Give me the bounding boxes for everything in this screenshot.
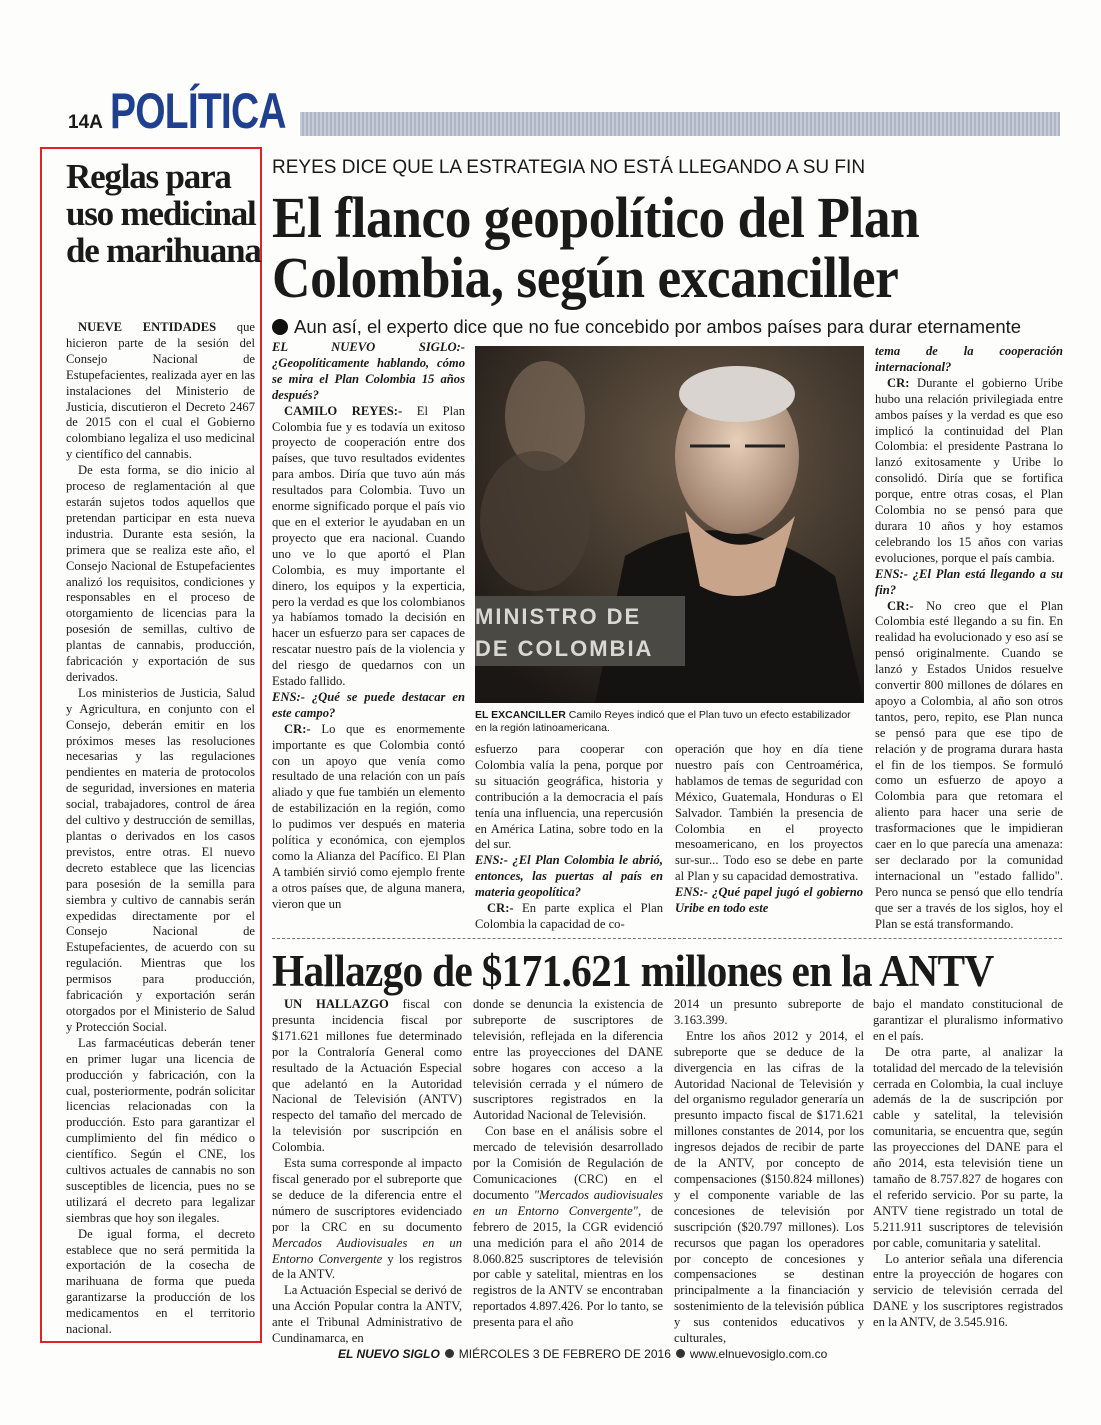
sidebar-paragraph: Las farmacéuticas deberán tener en primer lugar una licencia de producción y fabricación, con la cual, posteriormente, podrán solicitar licencias relacionadas con la producción. Esto para garantizar el cumplimiento del fin médico o científico. Según el CNE, los cultivos actuales de cannabis no son susceptibles de licencia, pues no se utilizará el decreto para legalizar siembras que hoy son ilegales. xyxy=(66,1035,255,1225)
story-column-3 xyxy=(675,742,863,917)
question-text: ¿Qué se puede destacar en este campo? xyxy=(272,689,465,720)
story2-column-2 xyxy=(473,997,663,1331)
story2-text: Con base en el análisis sobre el mercado de televisión desarrollado por la Comisión de Regulación de Comunicaciones (CRC) en el documento xyxy=(473,1124,663,1202)
question-text: ¿Qué papel jugó el gobierno Uribe en todo este xyxy=(675,885,863,916)
story2-column-3 xyxy=(674,997,864,1347)
story2-column-1 xyxy=(272,997,462,1347)
caption-lead: EL EXCANCILLER xyxy=(475,709,566,721)
question-text: ¿El Plan Colombia le abrió, entonces, las puertas al país en materia geopolítica? xyxy=(475,853,663,900)
question-lead: ENS:- xyxy=(272,689,305,704)
photo-nameplate xyxy=(475,601,653,665)
masthead-bar xyxy=(300,112,1060,136)
story2-paragraph: donde se denuncia la existencia de subreporte de suscriptores de televisión, reflejada en la diferencia entre las proyecciones del DANE sobre hogares con acceso a la televisión cerrada y el número de suscriptores registrados en la Autoridad Nacional de Televisión. xyxy=(473,997,663,1123)
question-lead: ENS:- xyxy=(475,853,508,868)
newspaper-logo: EL NUEVO SIGLO xyxy=(338,1347,440,1361)
story2-emphasis: Mercados Audiovisuales en un Entorno Convergente xyxy=(272,1235,462,1266)
caption-text: Camilo Reyes indicó que el Plan tuvo un efecto estabilizador en la región latinoamericana. xyxy=(475,709,851,734)
story-divider xyxy=(272,938,1062,939)
bullet-icon xyxy=(272,319,288,335)
answer-text: El Plan Colombia fue y es todavía un exitoso proyecto de cooperación entre dos países, que tuvo resultados evidentes para ambos. Diría que tuvo aún más resultados para Colombia. Tuvo un enorme significado porque el país vio que en el exterior le ayudaban en un proyecto que era nacional. Cuando uno ve lo que aportó el Plan Colombia, es muy importante el dinero, los equipos y la experticia, pero la verdad es que los colombianos ya habíamos tomado la decisión en hacer un esfuerzo para ser capaces de rescatar nuestro país de la violencia y del riesgo de quedarnos con un Estado fallido. xyxy=(272,403,465,689)
bullet-icon xyxy=(445,1349,454,1358)
answer-text: No creo que el Plan Colombia esté llegando a su fin. En realidad ha evolucionado y eso así se pensó originalmente. Cuando se lanzó y Estados Unidos resuelve convertir 800 millones de dólares en apoyo a Colombia, al año son otros tantos, pero, repito, ese Plan nunca se pensó para que ese tipo de relación y de programa durara hasta el fin de los tiempos. Se formuló como un esfuerzo de apoyo a Colombia para que retomara el aliento para hacer una serie de trasformaciones que le impidieran caer en lo que parecía una amenaza: ser declarado por la comunidad internacional un "estado fallido". Pero nunca se pensó que ello tendría que ser a través de los siglos, hoy el Plan se está transformando. xyxy=(875,598,1063,931)
story2-lead: UN HALLAZGO xyxy=(284,997,389,1011)
answer-lead: CR:- xyxy=(887,598,914,613)
sidebar-paragraph: Los ministerios de Justicia, Salud y Agricultura, en conjunto con el Consejo, deberán emitir en los próximos meses las resoluciones necesarias y las regulaciones pendientes en materia de protocolos de seguridad, inversiones en materia social, trabajadores, control de área del cultivo y destrucción de semillas, plantas o derivados en los casos previstos, entre otras. El nuevo decreto establece que las licencias para posesión de la semilla para siembra y cultivo de cannabis serán expedidas directamente por el Consejo Nacional de Estupefacientes, de acuerdo con su regulación. Mientras que los permisos para producción, fabricación y exportación serán otorgados por el Ministerio de Salud y Protección Social. xyxy=(66,685,255,1034)
answer-lead: CAMILO REYES:- xyxy=(284,403,403,418)
footer-date: MIÉRCOLES 3 DE FEBRERO DE 2016 xyxy=(458,1347,671,1361)
story2-text: y los registros de la ANTV. xyxy=(272,1251,462,1282)
answer: esfuerzo para cooperar con Colombia valía la pena, porque por su situación geográfica, historia y contribución a la democracia el país tenía una influencia, una repercusión en América Latina, sobre todo en la del sur. xyxy=(475,742,663,852)
story2-paragraph: bajo el mandato constitucional de garantizar el pluralismo informativo en el país. xyxy=(873,997,1063,1043)
question-text: ¿Geopolíticamente hablando, cómo se mira el Plan Colombia 15 años después? xyxy=(272,355,465,402)
section-title: POLÍTICA xyxy=(110,83,286,139)
answer xyxy=(475,901,663,933)
story2-paragraph xyxy=(272,997,462,1156)
question xyxy=(475,853,663,901)
bullet-icon xyxy=(676,1349,685,1358)
story-column-4 xyxy=(875,344,1063,933)
answer xyxy=(272,722,465,913)
story-column-1 xyxy=(272,340,465,913)
footer-url[interactable]: www.elnuevosiglo.com.co xyxy=(689,1347,828,1361)
page-number: 14A xyxy=(68,112,103,133)
question-lead: EL NUEVO SIGLO:- xyxy=(272,340,465,354)
question xyxy=(272,340,465,404)
answer-lead: CR: xyxy=(887,375,910,390)
story2-paragraph xyxy=(272,1156,462,1283)
sidebar-title: Reglas para uso medicinal de marihuana xyxy=(66,157,261,270)
answer: operación que hoy en día tiene nuestro país con Centroamérica, hablamos de temas de seguridad con México, Guatemala, Honduras o El Salvador. También la presencia de Colombia en el proyecto mesoamericano, en los proyectos sur-sur... Todo eso se debe en parte al Plan y su capacidad demostrativa. xyxy=(675,742,863,884)
question xyxy=(875,567,1063,599)
story2-paragraph: Entre los años 2012 y 2014, el subreporte que se deduce de la divergencia en las cifras de la Autoridad Nacional de Televisión y del organismo regulador generaría un presunto impacto fiscal de $171.621 millones constantes de 2014, por los ingresos dejados de recibir de parte de la ANTV, por concepto de compensaciones ($150.824 millones) y el componente variable de las concesiones de televisión por suscripción ($20.797 millones). Los recursos que pagan los operadores por concepto de concesiones y compensaciones se destinan principalmente a la financiación y sostenimiento de la televisión pública y sus contenidos educativos y culturales, xyxy=(674,1028,864,1346)
sidebar-paragraph: De esta forma, se dio inicio al proceso de reglamentación al que estarán sujetos todos aquellos que pretendan participar en esta nueva industria. Durante esta sesión, la primera que se realiza este año, el Consejo Nacional de Estupefacientes analizó los requisitos, condiciones y responsables en el proceso de otorgamiento de licencias para la posesión de semillas, cultivo de plantas de cannabis, producción, fabricación y exportación de sus derivados. xyxy=(66,463,255,684)
sidebar-lead: NUEVE ENTIDADES xyxy=(78,320,217,334)
sidebar-text: que hicieron parte de la sesión del Consejo Nacional de Estupefacientes, realizada ayer en las instalaciones del Ministerio de Justicia, discutieron el Decreto 2467 de 2015 con el cual el Gobierno colombiano legaliza el uso medicinal y científico del cannabis. xyxy=(66,320,255,462)
sidebar-paragraph xyxy=(66,320,255,463)
answer-text: Lo que es enormemente importante es que Colombia contó con un apoyo que venía como resultado de una relación con un país aliado y que fue también un elemento de estabilización en la región, como lo pudimos ver después en materia política y económica, con ejemplos como la Alianza del Pacífico. El Plan A también sirvió como ejemplo frente a otros países que, de alguna manera, vieron que un xyxy=(272,721,465,911)
page-footer xyxy=(338,1347,1038,1361)
nameplate-line: MINISTRO DE xyxy=(475,604,642,629)
sidebar-body xyxy=(66,320,255,1338)
question: tema de la cooperación internacional? xyxy=(875,344,1063,374)
answer xyxy=(875,376,1063,567)
deck-text: Aun así, el experto dice que no fue concebido por ambos países para durar eternamente xyxy=(294,316,1022,337)
story2-headline: Hallazgo de $171.621 millones en la ANTV xyxy=(272,946,994,996)
answer-text: Durante el gobierno Uribe hubo una relación privilegiada entre ambos países y la verdad es que eso implicó la continuidad del Plan Colombia: el presidente Pastrana lo lanzó exitosamente y Uribe lo consolidó. Diría que se fortifica porque, entre otras cosas, el Plan Colombia no se pensó para que durara 10 años y hoy estamos celebrando los 15 años con varias evoluciones, porque el país cambia. xyxy=(875,375,1063,565)
story2-text: , de febrero de 2015, la CGR evidenció una medición para el año 2014 de 8.060.825 suscriptores de televisión por cable y satelital, mientras en los registros de la ANTV se encontraban reportados 4.897.426. Por lo tanto, se presenta para el año xyxy=(473,1203,663,1330)
answer xyxy=(272,404,465,690)
story-headline: El flanco geopolítico del Plan Colombia, según excanciller xyxy=(272,185,920,310)
story2-paragraph: La Actuación Especial se derivó de una Acción Popular contra la ANTV, ante el Tribunal Administrativo de Cundinamarca, en xyxy=(272,1283,462,1346)
story2-column-4 xyxy=(873,997,1063,1331)
photo-camilo-reyes xyxy=(475,346,864,703)
answer-lead: CR:- xyxy=(284,721,311,736)
story2-paragraph: Lo anterior señala una diferencia entre la proyección de hogares con servicio de televisión cerrada del DANE y los suscriptores registrados en la ANTV, de 3.545.916. xyxy=(873,1251,1063,1330)
question-text: ¿El Plan está llegando a su fin? xyxy=(875,566,1063,597)
nameplate-line: DE COLOMBIA xyxy=(475,636,654,661)
photo-caption xyxy=(475,709,864,735)
story2-text: fiscal con presunta incidencia fiscal por $171.621 millones fue determinado por la Contraloría General como resultado de la Actuación Especial que adelantó en la Autoridad Nacional de Televisión (ANTV) respecto del tamaño del mercado de la televisión por suscripción en Colombia. xyxy=(272,997,462,1155)
question-lead: ENS:- xyxy=(675,885,708,900)
story2-text: Esta suma corresponde al impacto fiscal generado por el subreporte que se deduce de la diferencia entre el número de suscriptores evidenciado por la CRC en su documento xyxy=(272,1156,462,1234)
story-column-2 xyxy=(475,742,663,933)
story2-paragraph xyxy=(473,1124,663,1331)
sidebar-paragraph: De igual forma, el decreto establece que no será permitida la exportación de la cosecha de marihuana de forma que pueda garantizarse la producción de los medicamentos en el territorio nacional. xyxy=(66,1226,255,1337)
question xyxy=(272,690,465,722)
answer-lead: CR:- xyxy=(487,901,514,916)
answer-text: En parte explica el Plan Colombia la capacidad de co- xyxy=(475,901,663,931)
answer xyxy=(875,599,1063,933)
question xyxy=(675,885,863,917)
story-deck xyxy=(272,316,1021,338)
story-kicker: REYES DICE QUE LA ESTRATEGIA NO ESTÁ LLEGANDO A SU FIN xyxy=(272,157,866,178)
story2-emphasis: "Mercados audiovisuales en un Entorno Convergente" xyxy=(473,1187,664,1218)
story2-paragraph: 2014 un presunto subreporte de 3.163.399. xyxy=(674,997,864,1027)
question-lead: ENS:- xyxy=(875,566,908,581)
story2-paragraph: De otra parte, al analizar la totalidad del mercado de la televisión cerrada en Colombia, la cual incluye además de la de suscripción por cable y satelital, la televisión comunitaria, se encuentra que, según las proyecciones del DANE para el año 2014, esta televisión tiene un tamaño de 8.757.827 de hogares con el referido servicio. Por su parte, la ANTV tiene registrado un total de 5.211.911 suscriptores de televisión por cable, comunitaria y satelital. xyxy=(873,1044,1063,1250)
